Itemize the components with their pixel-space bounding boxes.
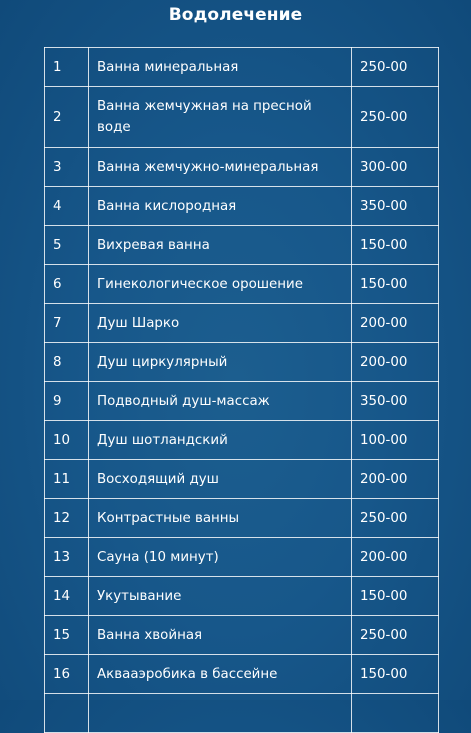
row-number <box>45 694 89 733</box>
table-row <box>45 499 439 538</box>
service-price: 350-00 <box>352 382 439 421</box>
table-row <box>45 343 439 382</box>
row-number: 15 <box>45 616 89 655</box>
service-price: 350-00 <box>352 187 439 226</box>
service-price: 150-00 <box>352 226 439 265</box>
row-number: 11 <box>45 460 89 499</box>
table-row <box>45 538 439 577</box>
service-name <box>89 694 352 733</box>
price-table <box>44 47 439 733</box>
row-number: 3 <box>45 148 89 187</box>
service-name: Душ шотландский <box>89 421 352 460</box>
service-price: 100-00 <box>352 421 439 460</box>
service-name: Подводный душ-массаж <box>89 382 352 421</box>
table-row <box>45 304 439 343</box>
service-name: Ванна жемчужная на пресной воде <box>89 87 352 148</box>
row-number: 2 <box>45 87 89 148</box>
table-row <box>45 187 439 226</box>
service-price: 300-00 <box>352 148 439 187</box>
service-price: 150-00 <box>352 265 439 304</box>
service-price: 200-00 <box>352 343 439 382</box>
table-row <box>45 48 439 87</box>
service-price: 150-00 <box>352 655 439 694</box>
table-row <box>45 421 439 460</box>
table-row <box>45 460 439 499</box>
service-price: 250-00 <box>352 87 439 148</box>
service-price: 200-00 <box>352 460 439 499</box>
service-name: Ванна кислородная <box>89 187 352 226</box>
service-name: Душ циркулярный <box>89 343 352 382</box>
service-name: Ванна жемчужно-минеральная <box>89 148 352 187</box>
table-row <box>45 87 439 148</box>
service-name: Укутывание <box>89 577 352 616</box>
row-number: 12 <box>45 499 89 538</box>
service-price: 250-00 <box>352 616 439 655</box>
page-title: Водолечение <box>168 5 303 25</box>
service-price: 250-00 <box>352 499 439 538</box>
table-row <box>45 265 439 304</box>
row-number: 16 <box>45 655 89 694</box>
service-name: Сауна (10 минут) <box>89 538 352 577</box>
row-number: 8 <box>45 343 89 382</box>
service-name: Гинекологическое орошение <box>89 265 352 304</box>
service-name: Аквааэробика в бассейне <box>89 655 352 694</box>
row-number: 5 <box>45 226 89 265</box>
service-name: Ванна хвойная <box>89 616 352 655</box>
table-row <box>45 694 439 733</box>
service-name: Восходящий душ <box>89 460 352 499</box>
row-number: 4 <box>45 187 89 226</box>
row-number: 1 <box>45 48 89 87</box>
service-name: Ванна минеральная <box>89 48 352 87</box>
service-name: Контрастные ванны <box>89 499 352 538</box>
service-price: 250-00 <box>352 48 439 87</box>
table-row <box>45 148 439 187</box>
service-price <box>352 694 439 733</box>
service-price: 200-00 <box>352 304 439 343</box>
table-row <box>45 577 439 616</box>
table-row <box>45 655 439 694</box>
service-price: 150-00 <box>352 577 439 616</box>
table-row <box>45 226 439 265</box>
row-number: 10 <box>45 421 89 460</box>
row-number: 13 <box>45 538 89 577</box>
service-name: Вихревая ванна <box>89 226 352 265</box>
table-row <box>45 382 439 421</box>
row-number: 9 <box>45 382 89 421</box>
service-price: 200-00 <box>352 538 439 577</box>
service-name: Душ Шарко <box>89 304 352 343</box>
table-row <box>45 616 439 655</box>
row-number: 14 <box>45 577 89 616</box>
row-number: 6 <box>45 265 89 304</box>
row-number: 7 <box>45 304 89 343</box>
